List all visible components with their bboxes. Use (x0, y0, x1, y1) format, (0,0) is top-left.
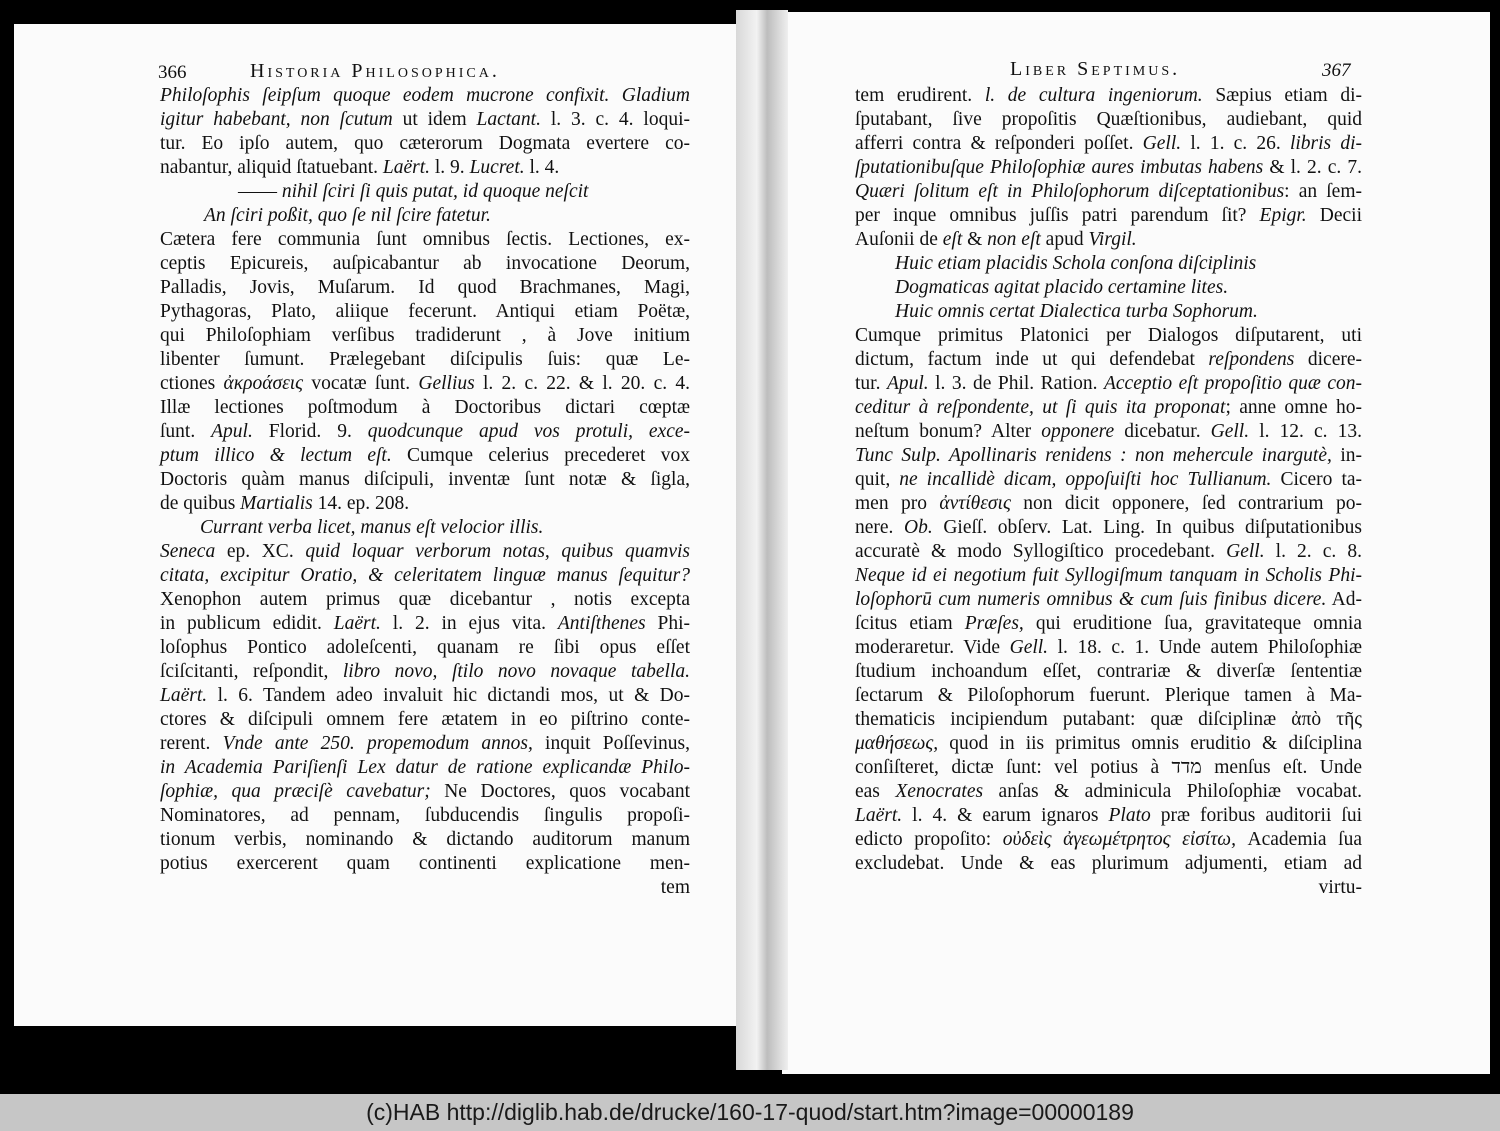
text: moderaretur. Vide (855, 637, 1010, 658)
text: ſputabant, ſive propoſitis Quæſtionibus, audiebant, quid (855, 109, 1362, 130)
text-line (160, 492, 690, 516)
right-page-text (855, 84, 1362, 900)
text-line (855, 108, 1362, 132)
text: Ad- (1326, 589, 1362, 610)
italic-text: Præſes, (964, 613, 1024, 634)
italic-text: Laërt. (160, 685, 208, 706)
text: vocatæ ſunt. (303, 373, 419, 394)
text-line (160, 84, 690, 108)
text: l. 6. Tandem adeo invaluit hic dictandi mos, ut & Do- (207, 685, 690, 706)
text: l. 18. c. 1. Unde autem Philoſophiæ (1048, 637, 1363, 658)
text-line (160, 660, 690, 684)
italic-text: l. de cultura ingeniorum. (984, 85, 1203, 106)
text-line (855, 84, 1362, 108)
text: Cicero ta- (1271, 469, 1363, 490)
italic-text: Gell. (1226, 541, 1265, 562)
text-line (855, 324, 1362, 348)
text-line (855, 396, 1362, 420)
text: & (962, 229, 988, 250)
italic-text: ſputationibuſque Philoſophiæ aures imbutas habens (855, 157, 1264, 178)
text: men pro (855, 493, 940, 514)
italic-text: Seneca (160, 541, 216, 562)
italic-text: ne incallidè dicam, oppoſuiſti hoc Tullianum. (899, 469, 1272, 490)
text: Cumque celerius precederet vox (391, 445, 690, 466)
text-line (160, 348, 690, 372)
running-head-left: Historia Philosophica. (250, 60, 500, 82)
italic-text: citata, excipitur Oratio, & celeritatem linguæ manus ſequitur? (160, 565, 690, 586)
text: ctiones (160, 373, 224, 394)
italic-text: loſophorū cum numeris omnibus & cum ſuis finibus dicere. (855, 589, 1327, 610)
italic-text: ἀντίθεσις (939, 493, 1011, 514)
text: thematicis incipiendum putabant: quæ diſciplinæ ἀπὸ τῆς (855, 709, 1362, 730)
text: in- (1331, 445, 1362, 466)
text: in publicum edidit. (160, 613, 334, 634)
italic-text: Laërt. (333, 613, 381, 634)
text-line (160, 588, 690, 612)
text-line (855, 156, 1362, 180)
text: potius exercerent quam continenti explicatione men- (160, 853, 690, 874)
text-line (855, 852, 1362, 876)
text: l. 4. & earum ignaros (902, 805, 1109, 826)
text: loſophus Pontico adoleſcenti, quanam re ſibi opus eſſet (160, 637, 690, 658)
page-number-left: 366 (158, 62, 187, 83)
text: per inque omnibus juſſis patri parendum ſit? (855, 205, 1260, 226)
italic-text: Apul. (886, 373, 929, 394)
italic-text: Laërt. (855, 805, 903, 826)
italic-text: Philoſophis ſeipſum quoque eodem mucrone confixit. Gladium (160, 85, 690, 106)
text-line (855, 468, 1362, 492)
text: ſunt. (160, 421, 212, 442)
text: nere. (855, 517, 905, 538)
italic-text: Vnde ante 250. propemodum annos, (222, 733, 533, 754)
text-line (855, 540, 1362, 564)
italic-text: Gell. (1142, 133, 1182, 154)
text-line (160, 636, 690, 660)
italic-text: Antiſthenes (557, 613, 646, 634)
text-line (160, 444, 690, 468)
italic-text: Tunc Sulp. Apollinaris renidens : non mehercule inargutè, (855, 445, 1332, 466)
text-line (855, 228, 1362, 252)
text-line (855, 708, 1362, 732)
text-line (855, 276, 1362, 300)
italic-text: Gellius (418, 373, 475, 394)
text: ceptis Epicureis, auſpicabantur ab invocatione Deorum, (160, 253, 690, 274)
text-line (160, 420, 690, 444)
text-line (855, 372, 1362, 396)
text-line (855, 492, 1362, 516)
italic-text: Acceptio eſt propoſitio quæ con- (1103, 373, 1362, 394)
text: edicto propoſito: (855, 829, 1003, 850)
text: conſiſteret, dictæ ſunt: vel potius à מדד menſus eſt. Unde (855, 757, 1362, 778)
italic-text: in Academia Pariſienſi Lex datur de ratione explicandæ Philo- (160, 757, 690, 778)
text: anſas & adminicula Philoſophiæ vocabat. (983, 781, 1362, 802)
italic-text: μαθήσεως, (855, 733, 939, 754)
italic-text: Laërt. (382, 157, 431, 178)
text: præ foribus auditorii ſui (1150, 805, 1362, 826)
italic-text: Ob. (904, 517, 933, 538)
italic-text: quodcunque apud vos protuli, exce- (367, 421, 690, 442)
italic-text: reſpondens (1208, 349, 1295, 370)
italic-text: Currant verba licet, manus eſt velocior illis. (200, 517, 544, 538)
text-line (160, 228, 690, 252)
text: de quibus (160, 493, 241, 514)
text-line (855, 780, 1362, 804)
italic-text: An ſciri poßit, quo ſe nil ſcire fatetur. (204, 205, 491, 226)
text-line (855, 876, 1362, 900)
text-line (160, 876, 690, 900)
italic-text: Plato (1108, 805, 1151, 826)
text: l. 2. in ejus vita. (380, 613, 558, 634)
text: libenter ſumunt. Prælegebant diſcipulis ſuis: quæ Le- (160, 349, 690, 370)
italic-text: Quæri ſolitum eſt in Philoſophorum diſceptationibus (855, 181, 1285, 202)
italic-text: libro novo, ſtilo novo novaque tabella. (342, 661, 691, 682)
italic-text: Huic etiam placidis Schola conſona diſciplinis (895, 253, 1257, 274)
text: rerent. (160, 733, 223, 754)
text-line (160, 732, 690, 756)
text: & l. 2. c. 7. (1263, 157, 1363, 178)
text: neſtum bonum? Alter (855, 421, 1042, 442)
text: ſcitus etiam (855, 613, 965, 634)
text-line (855, 420, 1362, 444)
italic-text: ceditur à reſpondente, ut ſi quis ita proponat (855, 397, 1226, 418)
copyright-caption: (c)HAB http://diglib.hab.de/drucke/160-17-quod/start.htm?image=00000189 (0, 1094, 1500, 1131)
text-line (855, 444, 1362, 468)
text: Palladis, Jovis, Muſarum. Id quod Brachmanes, Magi, (160, 277, 690, 298)
text: apud (1040, 229, 1089, 250)
text-line (855, 516, 1362, 540)
text: afferri contra & reſponderi poſſet. (855, 133, 1143, 154)
text-line (160, 708, 690, 732)
text: : an ſem- (1284, 181, 1362, 202)
text: Florid. 9. (252, 421, 368, 442)
text: Ne Doctores, quos vocabant (430, 781, 690, 802)
text-line (160, 324, 690, 348)
italic-text: quid loquar verborum notas, quibus quamvis (305, 541, 691, 562)
text: ; anne omne ho- (1225, 397, 1363, 418)
text-line (160, 276, 690, 300)
text-line (160, 204, 690, 228)
text: Gieſſ. obſerv. Lat. Ling. In quibus diſputationibus (932, 517, 1362, 538)
italic-text: opponere (1041, 421, 1115, 442)
text: Academia ſua (1235, 829, 1362, 850)
text-line (160, 108, 690, 132)
text: quit, (855, 469, 900, 490)
text-line (160, 180, 690, 204)
text-line (160, 564, 690, 588)
text-line (160, 612, 690, 636)
text-line (160, 516, 690, 540)
text: dicebatur. (1114, 421, 1211, 442)
italic-text: libris di- (1289, 133, 1363, 154)
text: l. 2. c. 8. (1264, 541, 1362, 562)
text: Doctoris quàm manus diſcipuli, inventæ ſunt notæ & ſigla, (160, 469, 690, 490)
text-line (855, 732, 1362, 756)
text-line (855, 684, 1362, 708)
text: Pythagoras, Plato, aliique fecerunt. Antiqui etiam Poëtæ, (160, 301, 690, 322)
text-line (855, 612, 1362, 636)
text: inquit Poſſevinus, (532, 733, 690, 754)
text-line (160, 852, 690, 876)
italic-text: Gell. (1009, 637, 1049, 658)
text: —— (238, 181, 282, 202)
italic-text: Lactant. (476, 109, 541, 130)
text-line (160, 252, 690, 276)
left-page-text (160, 84, 690, 900)
text-line (160, 684, 690, 708)
text: dictum, factum inde ut qui defendebat (855, 349, 1209, 370)
text: l. 12. c. 13. (1249, 421, 1362, 442)
italic-text: ἀκροάσεις (223, 373, 304, 394)
text: qui eruditione ſua, gravitateque omnia (1023, 613, 1362, 634)
text-line (855, 660, 1362, 684)
italic-text: Dogmaticas agitat placido certamine lites. (895, 277, 1229, 298)
text-line (160, 156, 690, 180)
text-line (855, 636, 1362, 660)
text: tionum verbis, nominando & dictando auditorum manum (160, 829, 690, 850)
text: l. 1. c. 26. (1181, 133, 1290, 154)
text: tur. Eo ipſo autem, quo cæterorum Dogmata evertere co- (160, 133, 690, 154)
text-line (855, 348, 1362, 372)
italic-text: Lucret. (469, 157, 525, 178)
italic-text: οὐδεὶς ἀγεωμέτρητος εἰσίτω, (1002, 829, 1236, 850)
text-line (160, 828, 690, 852)
text-line (160, 372, 690, 396)
text: Phi- (645, 613, 690, 634)
text: Illæ lectiones poſtmodum à Doctoribus dictari cœptæ (160, 397, 690, 418)
running-head-right: Liber Septimus. (1010, 58, 1181, 80)
text: l. 9. (430, 157, 470, 178)
italic-text: eſt (942, 229, 963, 250)
text: ſciſcitanti, reſpondit, (160, 661, 343, 682)
text: Cætera fere communia ſunt omnibus ſectis. Lectiones, ex- (160, 229, 690, 250)
text: Cumque primitus Platonici per Dialogos diſputarent, uti (855, 325, 1362, 346)
text: Xenophon autem primus quæ dicebantur , notis excepta (160, 589, 690, 610)
text: nabantur, aliquid ſtatuebant. (160, 157, 383, 178)
text-line (160, 780, 690, 804)
text-line (160, 300, 690, 324)
text: l. 3. c. 4. loqui- (540, 109, 690, 130)
text: Auſonii de (855, 229, 943, 250)
italic-text: non eſt (987, 229, 1041, 250)
page-number-right: 367 (1322, 60, 1351, 81)
italic-text: Apul. (211, 421, 253, 442)
text: l. 2. c. 22. & l. 20. c. 4. (474, 373, 690, 394)
text-line (855, 132, 1362, 156)
text: ſtudium inchoandum eſſet, contrariæ & diverſæ ſententiæ (855, 661, 1362, 682)
text: 14. ep. 208. (312, 493, 410, 514)
text-line (855, 756, 1362, 780)
text-line (855, 828, 1362, 852)
text: tur. (855, 373, 887, 394)
text-line (855, 804, 1362, 828)
text: Nominatores, ad pennam, ſubducendis ſingulis propoſi- (160, 805, 690, 826)
text: non dicit opponere, ſed contrarium po- (1010, 493, 1362, 514)
italic-text: nihil ſciri ſi quis putat, id quoque neſcit (281, 181, 589, 202)
text-line (160, 396, 690, 420)
text: ut idem (392, 109, 477, 130)
text: qui Philoſophiam verſibus tradiderunt , à Jove initium (160, 325, 690, 346)
text: Sæpius etiam di- (1202, 85, 1362, 106)
text-line (855, 252, 1362, 276)
text: eas (855, 781, 896, 802)
text: accuratè & modo Syllogiſtico procedebant. (855, 541, 1227, 562)
text-line (160, 756, 690, 780)
text: ep. XC. (215, 541, 306, 562)
italic-text: Neque id ei negotium fuit Syllogiſmum tanquam in Scholis Phi- (855, 565, 1362, 586)
text-line (160, 540, 690, 564)
text-line (855, 300, 1362, 324)
italic-text: igitur habebant, non ſcutum (160, 109, 393, 130)
italic-text: Xenocrates (895, 781, 984, 802)
text-line (855, 564, 1362, 588)
text-line (855, 204, 1362, 228)
text-line (160, 804, 690, 828)
italic-text: Epigr. (1259, 205, 1307, 226)
text-line (855, 180, 1362, 204)
text: l. 4. (524, 157, 560, 178)
text: quod in iis primitus omnis eruditio & diſciplina (938, 733, 1362, 754)
text: l. 3. de Phil. Ration. (928, 373, 1104, 394)
italic-text: Martialis (240, 493, 313, 514)
text: virtu- (1318, 877, 1362, 898)
text: dicere- (1294, 349, 1362, 370)
italic-text: ſophiæ, qua præciſè cavebatur; (160, 781, 431, 802)
text: tem erudirent. (855, 85, 985, 106)
text-line (855, 588, 1362, 612)
text-line (160, 132, 690, 156)
italic-text: Huic omnis certat Dialectica turba Sophorum. (895, 301, 1258, 322)
text: excludebat. Unde & eas plurimum adjumenti, etiam ad (855, 853, 1362, 874)
text: Decii (1306, 205, 1362, 226)
text: ſectarum & Piloſophorum fuerunt. Plerique tamen à Ma- (855, 685, 1362, 706)
italic-text: Virgil. (1088, 229, 1137, 250)
text-line (160, 468, 690, 492)
text: ctores & diſcipuli omnem fere ætatem in eo piſtrino conte- (160, 709, 690, 730)
italic-text: Gell. (1210, 421, 1250, 442)
text: tem (660, 877, 690, 898)
italic-text: ptum illico & lectum eſt. (160, 445, 392, 466)
book-gutter (736, 10, 788, 1070)
